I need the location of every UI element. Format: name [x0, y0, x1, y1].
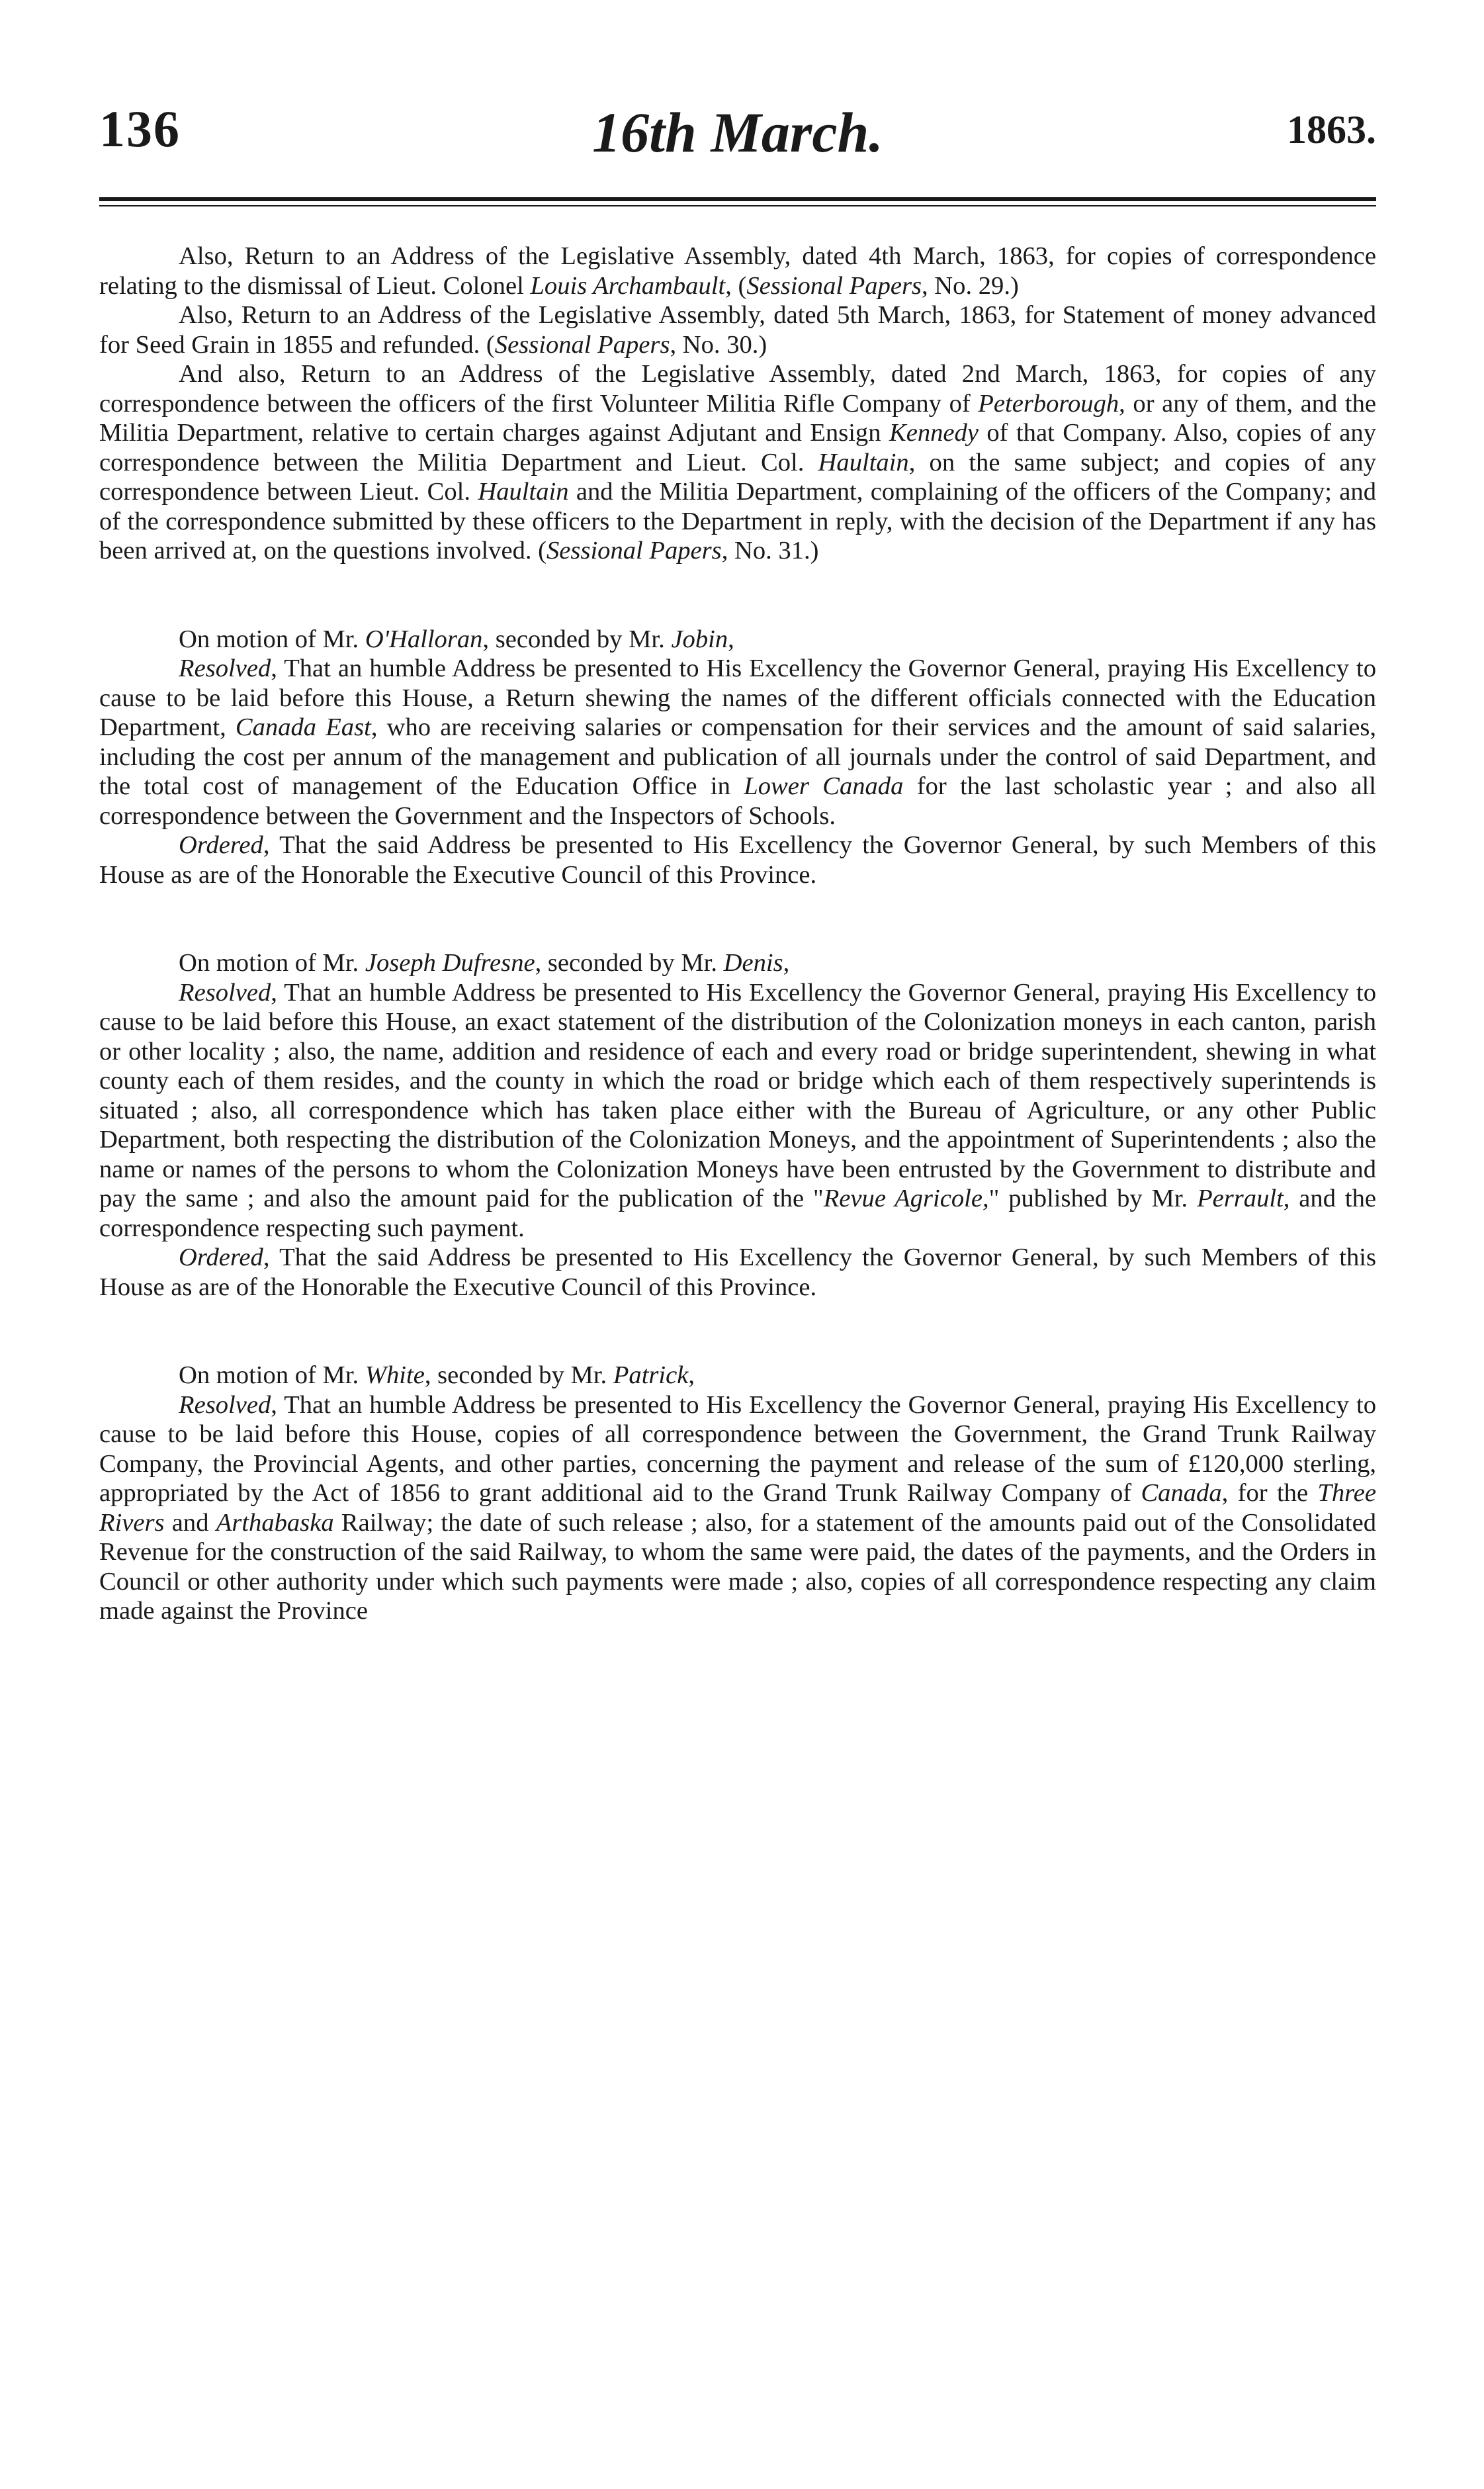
- resolved-education: Resolved, That an humble Address be presented to His Excellency the Governor General, praying His Excellency to cause to be laid before this House, a Return shewing the names of the different officials connected with the Education Department, Canada East, who are receiving salaries or compensation for their services and the amount of said salaries, including the cost per annum of the management and publication of all journals under the control of said Department, and the total cost of management of the Education Office in Lower Canada for the last scholastic year ; and also all correspondence between the Government and the Inspectors of Schools.: [99, 655, 1376, 830]
- paragraph-return-militia: And also, Return to an Address of the Legislative Assembly, dated 2nd March, 1863, for copies of any correspondence between the officers of the first Volunteer Militia Rifle Company of Peterborough, or any of them, and the Militia Department, relative to certain charges against Adjutant and Ensign Kennedy of that Company. Also, copies of any correspondence between the Militia Department and Lieut. Col. Haultain, on the same subject; and copies of any correspondence between Lieut. Col. Haultain and the Militia Department, complaining of the officers of the Company; and of the correspondence submitted by these officers to the Department in reply, with the decision of the Department if any has been arrived at, on the questions involved. (Sessional Papers, No. 31.): [99, 360, 1376, 565]
- header-rule-thin: [99, 205, 1376, 206]
- resolved-colonization: Resolved, That an humble Address be presented to His Excellency the Governor General, praying His Excellency to cause to be laid before this House, an exact statement of the distribution of the Colonization moneys in each canton, parish or other locality ; also, the name, addition and residence of each and every road or bridge superintendent, shewing in what county each of them resides, and the county in which the road or bridge which each of them respectively superintends is situated ; also, all correspondence which has taken place either with the Bureau of Agriculture, or any other Public Department, both respecting the distribution of the Colonization Moneys, and the appointment of Superintendents ; also the name or names of the persons to whom the Colonization Moneys have been entrusted by the Government to distribute and pay the same ; and also the amount paid for the publication of the "Revue Agricole," published by Mr. Perrault, and the correspondence respecting such payment.: [99, 978, 1377, 1242]
- paragraph-return-seed-grain: Also, Return to an Address of the Legislative Assembly, dated 5th March, 1863, for Statement of money advanced for Seed Grain in 1855 and refunded. (Sessional Papers, No. 30.): [99, 301, 1376, 359]
- ordered-paragraph-2: Ordered, That the said Address be presented to His Excellency the Governor General, by such Members of this House as are of the Honorable the Executive Council of this Province.: [99, 1244, 1376, 1301]
- running-title: 16th March.: [592, 101, 883, 164]
- resolved-railway: Resolved, That an humble Address be presented to His Excellency the Governor General, praying His Excellency to cause to be laid before this House, copies of all correspondence between the Government, the Grand Trunk Railway Company, the Provincial Agents, and other parties, concerning the payment and release of the sum of £120,000 sterling, appropriated by the Act of 1856 to grant additional aid to the Grand Trunk Railway Company of Canada, for the Three Rivers and Arthabaska Railway; the date of such release ; also, for a statement of the amounts paid out of the Consolidated Revenue for the construction of the said Railway, to whom the same were paid, the dates of the payments, and the Orders in Council or other authority under which such payments were made ; also, copies of all correspondence respecting any claim made against the Province: [99, 1390, 1376, 1625]
- paragraph-return-dismissal: Also, Return to an Address of the Legislative Assembly, dated 4th March, 1863, for copies of correspondence relating to the dismissal of Lieut. Colonel Louis Archambault, (Sessional Papers, No. 29.): [99, 242, 1376, 300]
- header-year: 1863.: [1287, 108, 1376, 152]
- motion-ohalloran: On motion of Mr. O'Halloran, seconded by Mr. Jobin,: [179, 625, 734, 653]
- motion-white: On motion of Mr. White, seconded by Mr. Patrick,: [179, 1361, 695, 1389]
- header-rule-thick: [99, 197, 1376, 201]
- motion-dufresne: On motion of Mr. Joseph Dufresne, seconded by Mr. Denis,: [179, 949, 790, 977]
- running-header: [99, 99, 1376, 172]
- ordered-paragraph-1: Ordered, That the said Address be presented to His Excellency the Governor General, by such Members of this House as are of the Honorable the Executive Council of this Province.: [99, 831, 1376, 889]
- page-number: 136: [99, 100, 181, 158]
- body-text: [99, 242, 1376, 1626]
